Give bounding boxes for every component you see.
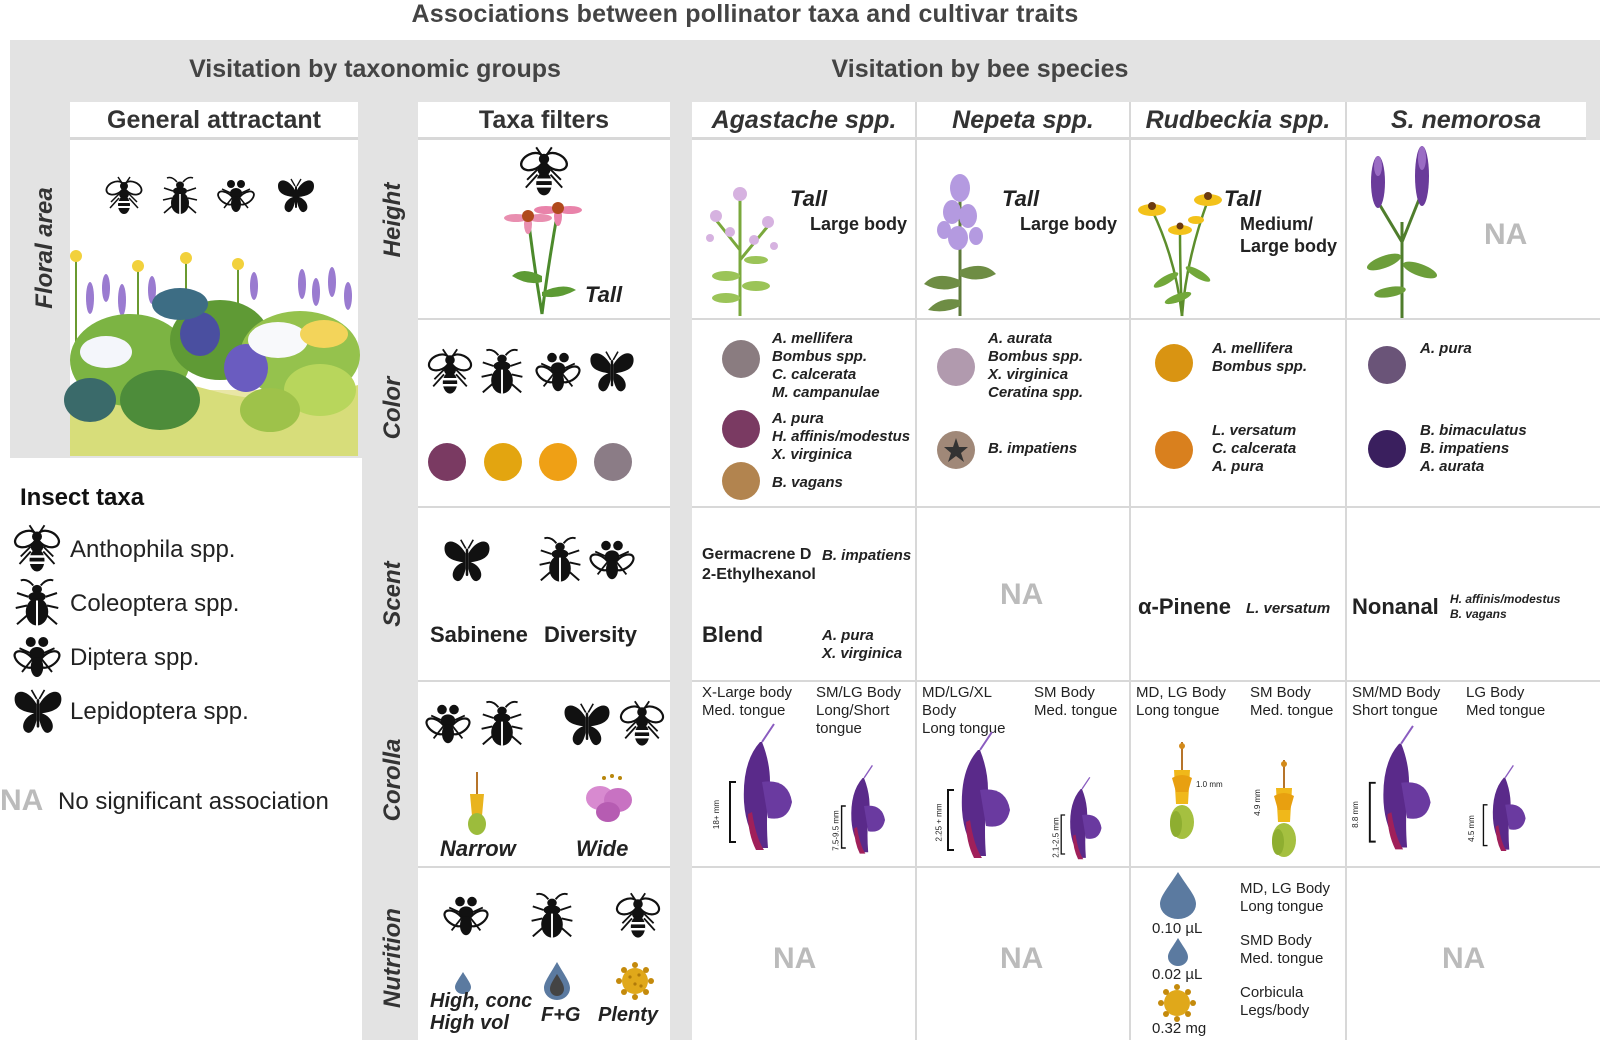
beetle-icon <box>536 536 584 584</box>
corolla-label: Med. tongue <box>702 702 786 719</box>
column-header-agastache: Agastache spp. <box>692 102 916 140</box>
beetle-icon <box>478 700 526 748</box>
nemorosa-color-group-1 <box>1420 340 1472 358</box>
separator <box>692 506 1600 508</box>
fly-icon <box>424 700 472 748</box>
rudbeckia-nutrition-text-2 <box>1240 932 1323 968</box>
pollen-icon <box>616 962 654 1000</box>
rudbeckia-scent-species: L. versatum <box>1246 600 1331 617</box>
agastache-scent-blend: Blend <box>702 622 764 647</box>
nemorosa-scent-species <box>1450 592 1560 622</box>
corolla-filter-narrow: Narrow <box>440 836 516 861</box>
bee-icon <box>104 176 144 216</box>
row-label-color: Color <box>379 376 406 440</box>
color-swatch <box>1368 430 1406 468</box>
beetle-icon <box>12 578 62 628</box>
butterfly-icon <box>442 536 492 586</box>
separator <box>1345 102 1347 1040</box>
butterfly-icon <box>276 176 316 216</box>
corolla-measure-label: 1.0 mm <box>1196 780 1223 789</box>
rudbeckia-color-group-1 <box>1212 340 1307 376</box>
rudbeckia-scent-compound: α-Pinene <box>1138 594 1231 619</box>
species-label: X. virginica <box>772 446 853 463</box>
corolla-measure-label: 4.5 mm <box>1466 814 1476 842</box>
corolla-label: Long tongue <box>1136 702 1220 719</box>
corolla-label: SM Body <box>1034 684 1095 701</box>
nutrition-label: Corbicula <box>1240 984 1304 1001</box>
corolla-label: Long tongue <box>922 720 1006 737</box>
nutrition-filter-fg: F+G <box>541 1004 581 1026</box>
species-label: Bombus spp. <box>1212 358 1308 375</box>
fly-icon <box>216 176 256 216</box>
nectar-drop-small-icon <box>1166 938 1190 966</box>
separator <box>1129 102 1131 1040</box>
fly-icon <box>12 632 62 682</box>
separator <box>418 506 670 508</box>
agastache-color-group-1 <box>772 330 880 402</box>
scent-filter-sabinene: Sabinene <box>430 622 528 647</box>
butterfly-icon <box>588 348 636 396</box>
corolla-measure-label: 18+ mm <box>712 799 722 830</box>
species-label: H. affinis/modestus <box>1450 592 1561 606</box>
column-header-filters: Taxa filters <box>418 102 670 140</box>
nemorosa-corolla-text-1 <box>1352 684 1440 720</box>
bee-icon <box>618 700 666 748</box>
corolla-measure-label: 2.1-2.5 mm <box>1051 817 1061 858</box>
color-swatch <box>722 462 760 500</box>
nepeta-color-group-2 <box>988 440 1077 458</box>
color-swatch <box>937 348 975 386</box>
agastache-corolla-text-2 <box>816 684 901 738</box>
rudbeckia-corolla-text-2 <box>1250 684 1333 720</box>
salvia-corolla-icon <box>940 730 1020 860</box>
species-label: H. affinis/modestus <box>772 428 911 445</box>
species-label: B. vagans <box>1450 607 1507 621</box>
beetle-icon <box>528 892 576 940</box>
separator <box>692 680 1600 682</box>
species-label: A. mellifera <box>772 330 853 347</box>
species-label: C. calcerata <box>772 366 857 383</box>
figure-title: Associations between pollinator taxa and cultivar traits <box>411 0 1079 28</box>
species-label: B. impatiens <box>1420 440 1510 457</box>
nutrition-label: SMD Body <box>1240 932 1312 949</box>
bee-icon <box>518 146 570 198</box>
species-label: X. virginica <box>988 366 1069 383</box>
species-label: Bombus spp. <box>988 348 1084 365</box>
rudbeckia-nutrition-text-3 <box>1240 984 1309 1020</box>
agastache-corolla-text-1 <box>702 684 792 720</box>
fructose-glucose-drop-icon <box>542 962 572 1002</box>
legend-na-text: No significant association <box>58 788 329 815</box>
corolla-measure-label: 8.8 mm <box>1350 801 1360 829</box>
nutrition-filter-high-conc: High, conc <box>430 990 533 1012</box>
coneflower-illustration <box>498 196 588 316</box>
rudbeckia-body-label-1: Medium/ <box>1240 214 1314 234</box>
row-label-floral: Floral area <box>31 187 58 309</box>
species-label: X. virginica <box>822 645 903 662</box>
nutrition-label: MD, LG Body <box>1240 880 1331 897</box>
agastache-color-group-2 <box>772 410 910 464</box>
salvia-corolla-icon <box>1362 724 1440 851</box>
nutrition-filter-plenty: Plenty <box>598 1004 659 1026</box>
nemorosa-corolla-text-2 <box>1466 684 1545 720</box>
salvia-corolla-icon <box>836 764 892 855</box>
column-header-nemorosa: S. nemorosa <box>1346 102 1586 140</box>
separator <box>692 318 1600 320</box>
rudbeckia-corolla-text-1 <box>1136 684 1226 720</box>
nutrition-label: Med. tongue <box>1240 950 1324 967</box>
corolla-label: SM/MD Body <box>1352 684 1441 701</box>
corolla-label: Med tongue <box>1466 702 1546 719</box>
agastache-color-group-3 <box>772 474 843 492</box>
row-label-nutrition: Nutrition <box>379 908 406 1008</box>
color-swatch <box>1368 346 1406 384</box>
tubular-corolla-icon <box>1264 760 1304 860</box>
nutrition-label: Long tongue <box>1240 898 1324 915</box>
species-label: A. mellifera <box>1212 340 1293 357</box>
corolla-measure-label: 2.25 + mm <box>934 803 944 842</box>
separator <box>418 680 670 682</box>
row-label-height: Height <box>379 182 406 258</box>
section-title-taxonomic: Visitation by taxonomic groups <box>189 55 561 83</box>
legend-item-diptera: Diptera spp. <box>70 644 200 671</box>
row-label-corolla: Corolla <box>379 738 406 822</box>
rudbeckia-nectar-volume-1: 0.10 µL <box>1152 920 1203 937</box>
corolla-measure-label: 7.5-9.5 mm <box>831 809 841 851</box>
species-label: B. bimaculatus <box>1420 422 1527 439</box>
species-label: M. campanulae <box>772 384 880 401</box>
rudbeckia-body-label-2: Large body <box>1240 236 1338 256</box>
nemorosa-height-na: NA <box>1484 218 1528 251</box>
corolla-label: Short tongue <box>1352 702 1438 719</box>
species-label: Bombus spp. <box>772 348 868 365</box>
fly-icon <box>588 536 636 584</box>
section-title-species: Visitation by bee species <box>831 55 1129 83</box>
rudbeckia-nutrition-text-1 <box>1240 880 1330 916</box>
rudbeckia-nectar-volume-2: 0.02 µL <box>1152 966 1203 983</box>
butterfly-icon <box>12 686 64 738</box>
fly-icon <box>442 892 490 940</box>
species-label: A. pura <box>822 627 874 644</box>
species-label: L. versatum <box>1212 422 1297 439</box>
rudbeckia-height-label: Tall <box>1224 186 1262 211</box>
nectar-drop-large-icon <box>1156 872 1200 920</box>
color-swatch <box>594 443 632 481</box>
species-label: Ceratina spp. <box>988 384 1084 401</box>
separator <box>692 866 1600 868</box>
corolla-label: LG Body <box>1466 684 1525 701</box>
separator <box>418 866 670 868</box>
legend-item-anthophila: Anthophila spp. <box>70 536 236 563</box>
species-label: B. impatiens <box>988 440 1078 457</box>
legend-item-lepidoptera: Lepidoptera spp. <box>70 698 249 725</box>
nepeta-height-label: Tall <box>1002 186 1040 211</box>
species-label: A. pura <box>1420 340 1472 357</box>
separator <box>915 102 917 1040</box>
rudbeckia-color-group-2 <box>1212 422 1296 476</box>
wide-corolla-icon <box>582 772 636 828</box>
tubular-corolla-icon <box>1162 742 1202 842</box>
species-label: A. aurata <box>1420 458 1485 475</box>
corolla-label: Body <box>922 702 957 719</box>
agastache-scent-species-1: B. impatiens <box>822 547 912 564</box>
corolla-label: Long/Short <box>816 702 890 719</box>
nepeta-illustration <box>920 170 1000 316</box>
beetle-icon <box>478 348 526 396</box>
agastache-height-label: Tall <box>790 186 828 211</box>
scent-filter-diversity: Diversity <box>544 622 637 647</box>
agastache-scent-species-2 <box>822 627 902 663</box>
nemorosa-color-group-2 <box>1420 422 1527 476</box>
salvia-corolla-icon <box>1056 776 1108 861</box>
nemorosa-scent-compound: Nonanal <box>1352 594 1439 619</box>
species-label: C. calcerata <box>1212 440 1297 457</box>
salvia-corolla-icon <box>1478 764 1532 852</box>
nepeta-nutrition-na: NA <box>1000 942 1044 975</box>
corolla-label: SM/LG Body <box>816 684 902 701</box>
agastache-nutrition-na: NA <box>773 942 817 975</box>
legend-na-symbol: NA <box>0 784 44 817</box>
agastache-body-label: Large body <box>810 214 908 234</box>
rudbeckia-illustration <box>1136 180 1228 316</box>
corolla-label: Med. tongue <box>1250 702 1334 719</box>
salvia-illustration <box>1358 142 1448 318</box>
nutrition-label: Legs/body <box>1240 1002 1310 1019</box>
corolla-label: MD, LG Body <box>1136 684 1227 701</box>
species-label: B. vagans <box>772 474 843 491</box>
corolla-label: MD/LG/XL <box>922 684 993 701</box>
height-filter-label: Tall <box>585 282 623 307</box>
bee-icon <box>614 892 662 940</box>
corolla-label: Med. tongue <box>1034 702 1118 719</box>
species-label: A. pura <box>1212 458 1264 475</box>
nepeta-body-label: Large body <box>1020 214 1118 234</box>
corolla-label: tongue <box>816 720 862 737</box>
corolla-label: X-Large body <box>702 684 793 701</box>
column-header-general: General attractant <box>70 102 358 140</box>
corolla-measure-label: 4.9 mm <box>1252 789 1262 816</box>
bee-icon <box>426 348 474 396</box>
column-header-rudbeckia: Rudbeckia spp. <box>1130 102 1346 140</box>
corolla-label: SM Body <box>1250 684 1311 701</box>
rudbeckia-pollen-mass: 0.32 mg <box>1152 1020 1207 1037</box>
agastache-scent-compound-1: Germacrene D <box>702 546 812 563</box>
butterfly-icon <box>562 700 612 750</box>
color-swatch <box>539 443 577 481</box>
color-swatch <box>1155 344 1193 382</box>
nepeta-corolla-text-2 <box>1034 684 1117 720</box>
fly-icon <box>534 348 582 396</box>
color-swatch <box>722 410 760 448</box>
narrow-corolla-icon <box>462 772 492 836</box>
star-icon <box>943 437 969 463</box>
agastache-illustration <box>700 180 786 316</box>
color-swatch <box>484 443 522 481</box>
beetle-icon <box>160 176 200 216</box>
pollen-icon <box>1158 984 1196 1022</box>
separator <box>418 318 670 320</box>
color-swatch <box>722 340 760 378</box>
row-label-scent: Scent <box>379 561 406 627</box>
corolla-filter-wide: Wide <box>576 836 629 861</box>
legend-item-coleoptera: Coleoptera spp. <box>70 590 240 617</box>
column-header-nepeta: Nepeta spp. <box>916 102 1130 140</box>
nutrition-filter-high-vol: High vol <box>430 1012 509 1034</box>
species-label: A. aurata <box>988 330 1053 347</box>
species-label: A. pura <box>772 410 824 427</box>
color-swatch <box>428 443 466 481</box>
legend-title: Insect taxa <box>20 484 145 511</box>
nemorosa-nutrition-na: NA <box>1442 942 1486 975</box>
garden-illustration <box>70 240 358 456</box>
agastache-scent-compound-2: 2-Ethylhexanol <box>702 566 816 583</box>
nepeta-color-group-1 <box>988 330 1083 402</box>
bee-icon <box>12 524 62 574</box>
salvia-corolla-icon <box>722 722 802 852</box>
color-swatch <box>1155 431 1193 469</box>
nepeta-scent-na: NA <box>1000 578 1044 611</box>
